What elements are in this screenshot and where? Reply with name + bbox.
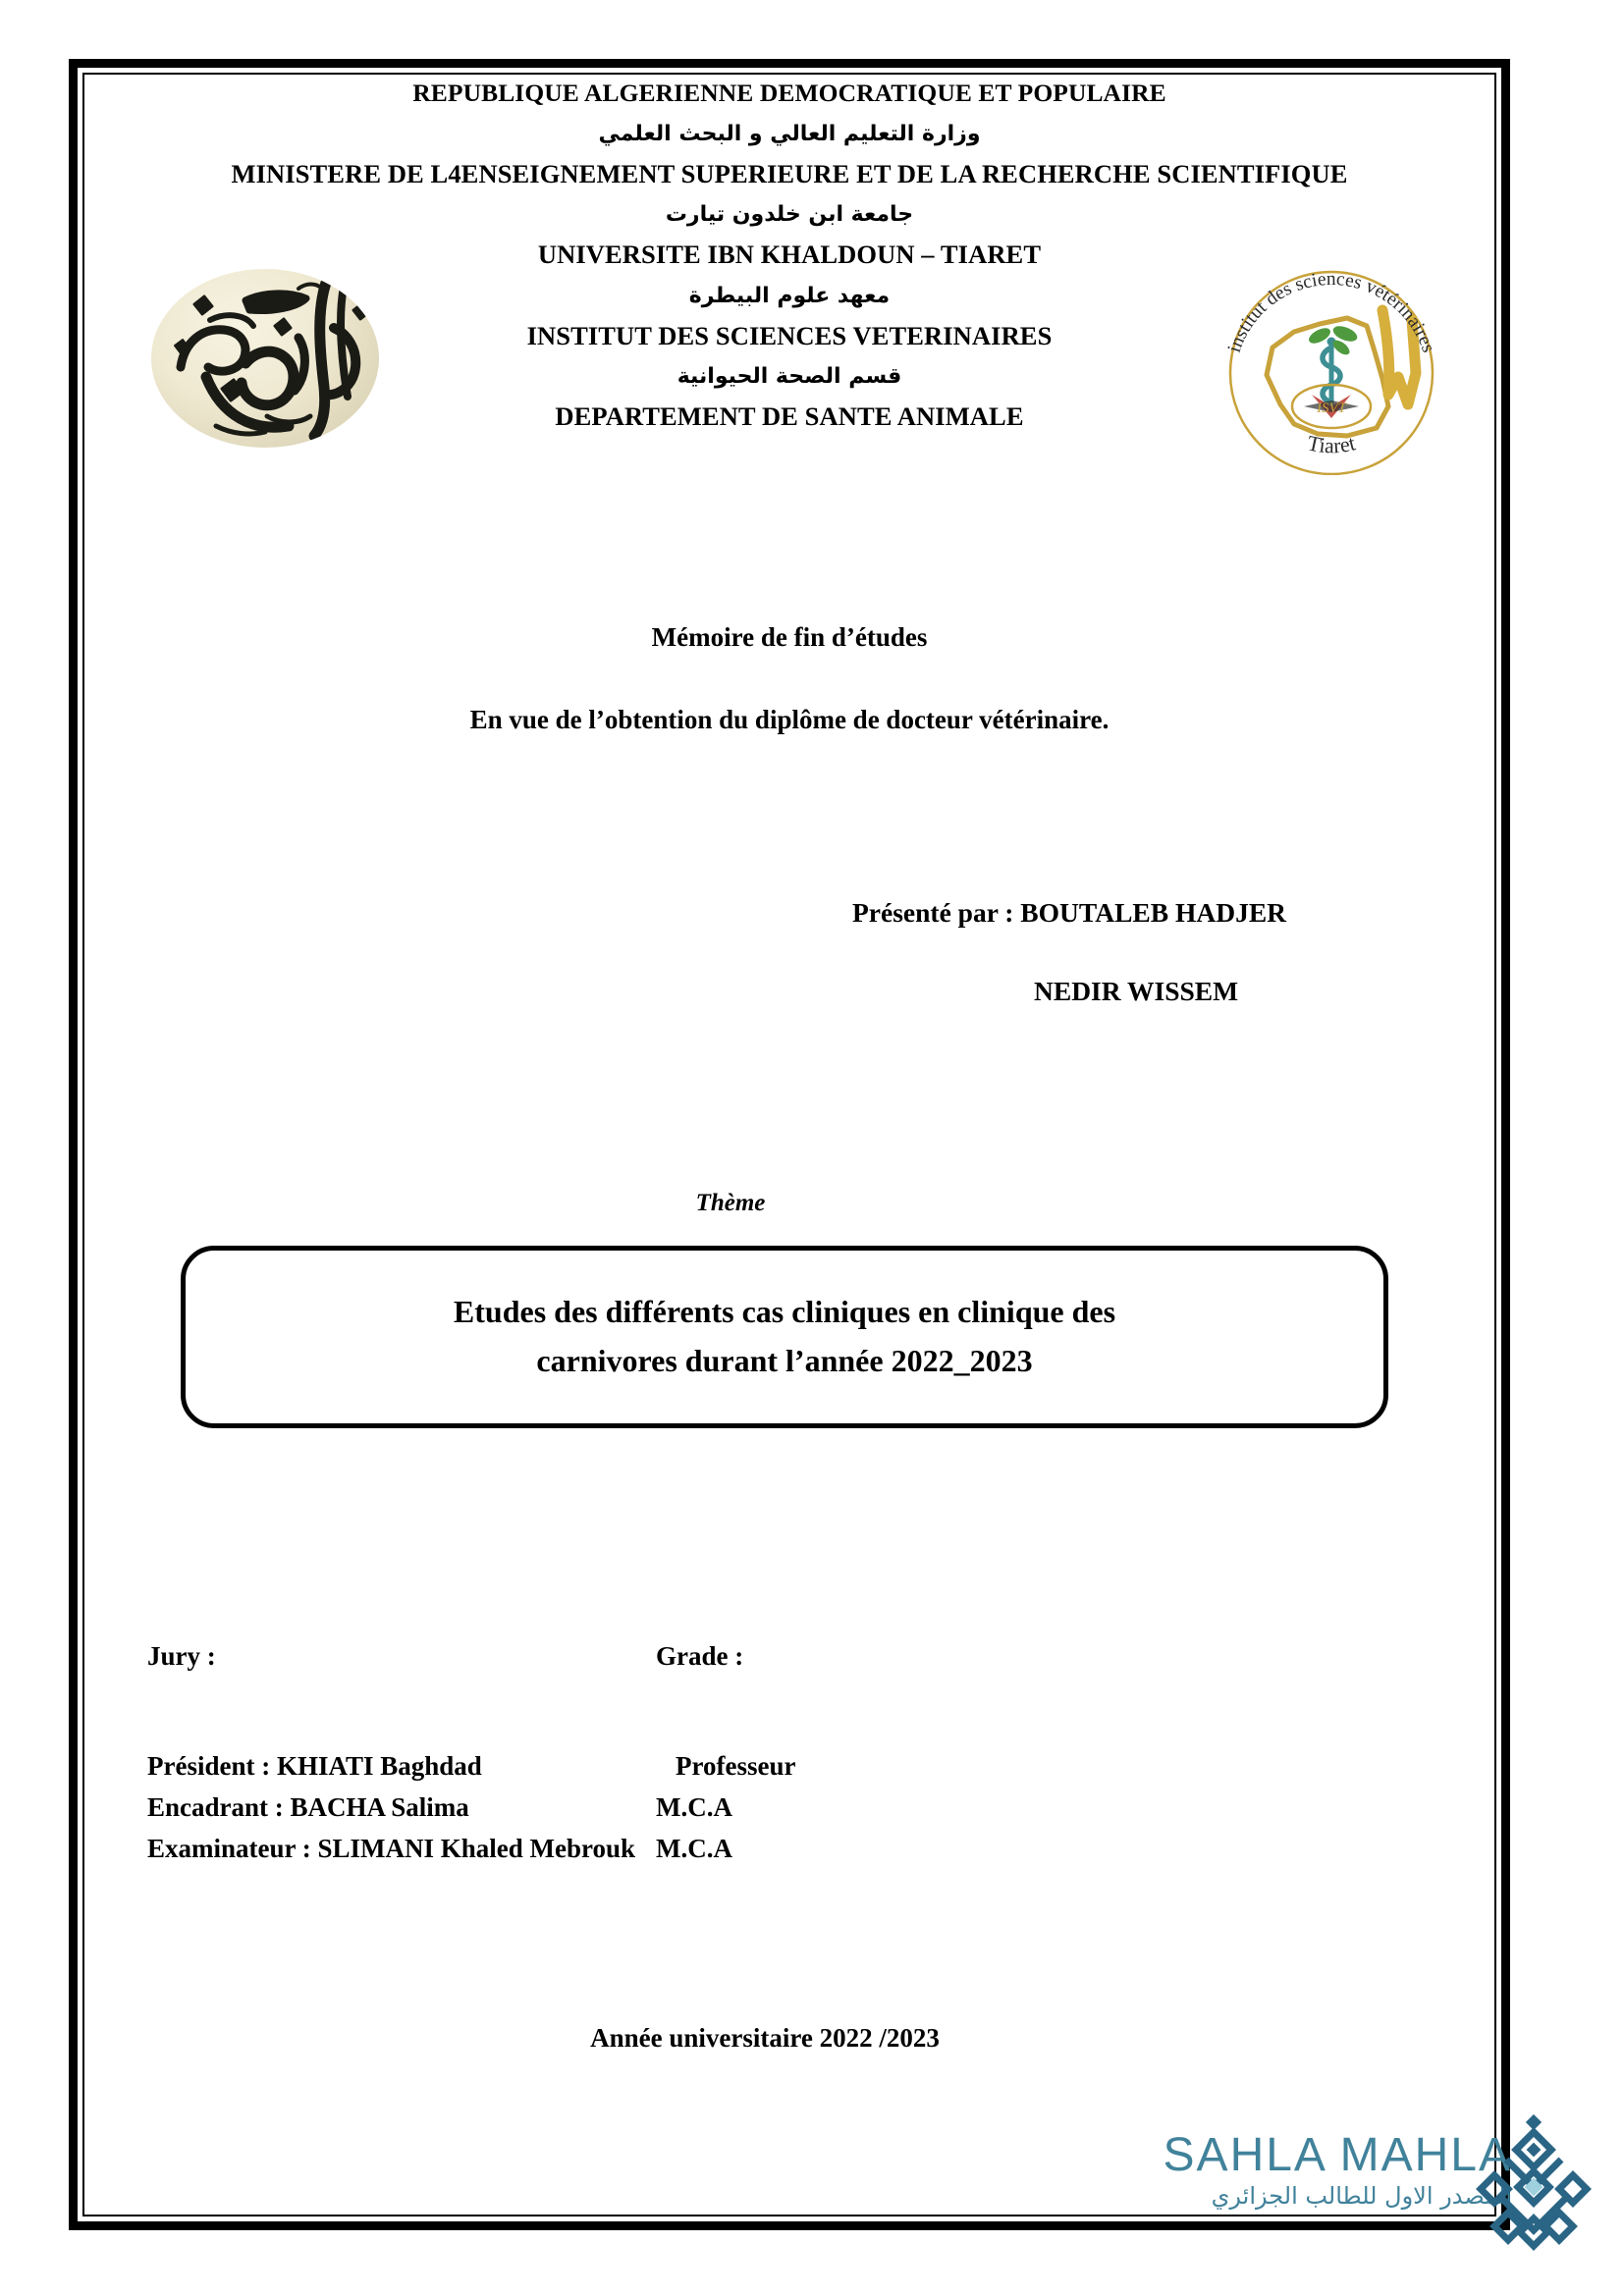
grade-heading-label: Grade : bbox=[656, 1641, 744, 1671]
header-line-university-ar: جامعة ابن خلدون تيارت bbox=[665, 202, 914, 227]
jury-member-grade: M.C.A bbox=[656, 1792, 732, 1822]
jury-member-role: Examinateur : SLIMANI Khaled Mebrouk bbox=[147, 1834, 636, 1863]
sahla-mahla-watermark bbox=[1100, 2129, 1610, 2260]
jury-member-role: Encadrant : BACHA Salima bbox=[147, 1792, 469, 1822]
memoire-line-1: Mémoire de fin d’études bbox=[651, 622, 928, 652]
header-line-institute: INSTITUT DES SCIENCES VETERINAIRES bbox=[526, 320, 1053, 350]
jury-members-table bbox=[86, 1751, 1492, 1875]
presented-by-block bbox=[86, 897, 1492, 1007]
theme-title-line-1: Etudes des différents cas cliniques en clinique des bbox=[453, 1294, 1116, 1330]
watermark-text-group bbox=[1100, 2129, 1512, 2210]
table-row bbox=[86, 1834, 1492, 1875]
header-line-department: DEPARTEMENT DE SANTE ANIMALE bbox=[555, 401, 1024, 431]
academic-year-label: Année universitaire 2022 /2023 bbox=[590, 2023, 940, 2053]
table-row bbox=[86, 1751, 1492, 1792]
memoire-block bbox=[86, 622, 1492, 735]
header-line-institute-ar: معهد علوم البيطرة bbox=[688, 283, 891, 308]
header-line-university: UNIVERSITE IBN KHALDOUN – TIARET bbox=[537, 240, 1042, 269]
presented-by-second-author: NEDIR WISSEM bbox=[1034, 976, 1239, 1006]
memoire-line-2: En vue de l’obtention du diplôme de docteur vétérinaire. bbox=[469, 705, 1110, 734]
header-line-ministry: MINISTERE DE L4ENSEIGNEMENT SUPERIEURE ET DE LA RECHERCHE SCIENTIFIQUE bbox=[231, 158, 1348, 188]
seal-arc-top-text: institut des sciences vétérinaires bbox=[1223, 269, 1439, 355]
header-line-ministry-ar: وزارة التعليم العالي و البحث العلمي bbox=[598, 121, 981, 146]
table-row bbox=[86, 1792, 1492, 1834]
isvt-monogram-text: ISVT bbox=[1317, 400, 1346, 416]
theme-title-text bbox=[222, 1288, 1348, 1385]
theme-title-line-2: carnivores durant l’année 2022_2023 bbox=[536, 1343, 1033, 1378]
theme-label: Thème bbox=[695, 1190, 766, 1216]
jury-heading-label: Jury : bbox=[147, 1641, 216, 1671]
header-line-department-ar: قسم الصحة الحيوانية bbox=[677, 364, 902, 389]
jury-member-grade: Professeur bbox=[676, 1751, 796, 1781]
universite-ibn-khaldoun-logo bbox=[137, 261, 395, 455]
header-line-republic: REPUBLIQUE ALGERIENNE DEMOCRATIQUE ET POPULAIRE bbox=[412, 79, 1166, 107]
seal-arc-bottom-text: Tiaret bbox=[1305, 430, 1358, 458]
jury-member-grade: M.C.A bbox=[656, 1834, 732, 1863]
logo-calligraphy-icon bbox=[151, 269, 379, 448]
theme-title-box bbox=[181, 1246, 1388, 1428]
jury-member-role: Président : KHIATI Baghdad bbox=[147, 1751, 482, 1781]
presented-by-label: Présenté par : BOUTALEB HADJER bbox=[852, 897, 1287, 928]
watermark-tagline: المصدر الاول للطالب الجزائري bbox=[1211, 2182, 1512, 2210]
watermark-brand: SAHLA MAHLA bbox=[1163, 2129, 1512, 2181]
sahla-mahla-knot-logo bbox=[1465, 2110, 1602, 2268]
page-content bbox=[86, 73, 1492, 2216]
institut-sciences-veterinaires-seal bbox=[1210, 257, 1453, 475]
